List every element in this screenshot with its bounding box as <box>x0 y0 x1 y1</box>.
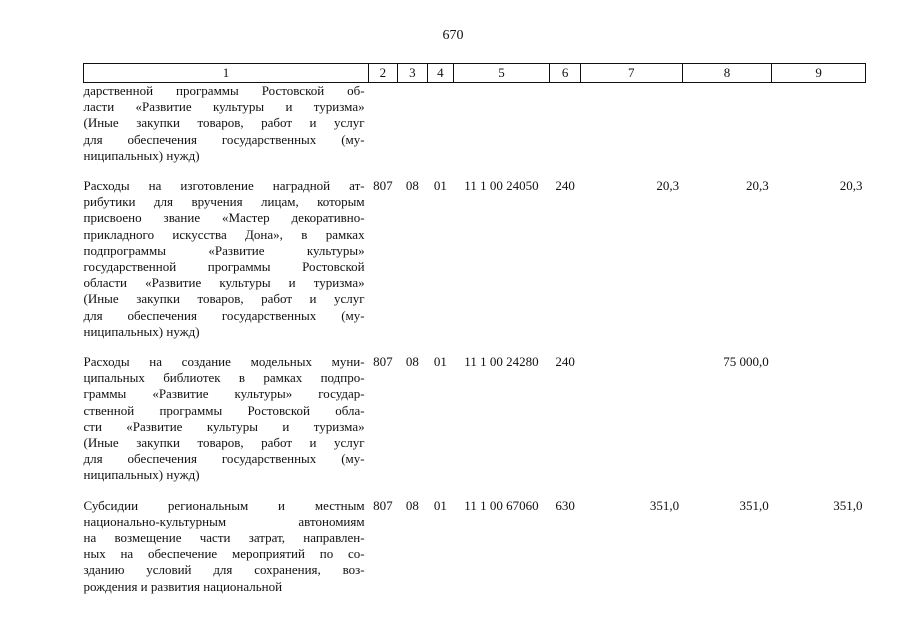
description-line: ных на обеспечение мероприятий по со- <box>83 546 365 562</box>
row-description <box>84 178 369 354</box>
description-line: Расходы на создание модельных муни- <box>83 354 365 370</box>
budget-table <box>83 63 866 609</box>
chapter-code: 807 <box>373 497 393 513</box>
amount-year-3 <box>772 354 866 498</box>
column-header: 6 <box>550 64 581 83</box>
column-header: 1 <box>84 64 369 83</box>
description-line: ниципальных) нужд) <box>83 147 200 163</box>
description-line: для обеспечения государственных (му- <box>83 451 365 467</box>
expense-type-code: 630 <box>555 497 575 513</box>
column-header: 2 <box>369 64 398 83</box>
section-code: 08 <box>405 178 419 194</box>
subsection-code <box>428 83 453 179</box>
chapter-code <box>369 83 398 179</box>
description-line: (Иные закупки товаров, работ и услуг <box>83 435 365 451</box>
table-row <box>84 178 866 354</box>
row-description <box>84 354 369 498</box>
column-header: 8 <box>682 64 772 83</box>
amount-year-1: 351,0 <box>649 497 680 513</box>
description-line: граммы «Развитие культуры» государ- <box>83 386 365 402</box>
description-line: ципальных библиотек в рамках подпро- <box>83 370 365 386</box>
description-line: ласти «Развитие культуры и туризма» <box>83 99 365 115</box>
amount-year-2: 351,0 <box>739 497 769 513</box>
description-line: ственной программы Ростовской обла- <box>83 402 365 418</box>
description-line: (Иные закупки товаров, работ и услуг <box>83 115 365 131</box>
description-line: Субсидии региональным и местным <box>83 497 365 513</box>
chapter-code: 807 <box>373 178 393 194</box>
amount-year-2: 20,3 <box>745 178 769 194</box>
amount-year-2 <box>682 83 772 179</box>
description-line: прикладного искусства Дона», в рамках <box>83 226 365 242</box>
description-line: (Иные закупки товаров, работ и услуг <box>83 291 365 307</box>
amount-year-3: 20,3 <box>839 178 863 194</box>
description-line: зданию условий для сохранения, воз- <box>83 562 365 578</box>
target-article-code: 11 1 00 24280 <box>464 354 539 370</box>
column-header: 4 <box>428 64 453 83</box>
description-line: ниципальных) нужд) <box>83 323 200 339</box>
description-line: рибутики для вручения лицам, которым <box>83 194 365 210</box>
description-line: присвоено звание «Мастер декоративно- <box>83 210 365 226</box>
subsection-code: 01 <box>433 497 447 513</box>
description-line: государственной программы Ростовской <box>83 259 365 275</box>
table-row <box>84 354 866 498</box>
expense-type-code: 240 <box>555 354 575 370</box>
amount-year-2: 75 000,0 <box>723 354 769 370</box>
target-article-code <box>453 83 550 179</box>
column-header: 5 <box>453 64 550 83</box>
page-number: 670 <box>442 28 464 43</box>
row-description <box>84 498 369 609</box>
expense-type-code <box>550 83 581 179</box>
description-line: для обеспечения государственных (му- <box>83 131 365 147</box>
table-header-row <box>84 64 866 83</box>
subsection-code: 01 <box>433 354 447 370</box>
table-body <box>84 83 866 609</box>
column-header: 3 <box>397 64 428 83</box>
description-line: области «Развитие культуры и туризма» <box>83 275 365 291</box>
section-code: 08 <box>405 497 419 513</box>
amount-year-1: 20,3 <box>656 178 680 194</box>
description-line: на возмещение части затрат, направлен- <box>83 530 365 546</box>
amount-year-3 <box>772 83 866 179</box>
description-line: для обеспечения государственных (му- <box>83 307 365 323</box>
description-line: национально-культурным автономиям <box>83 513 365 529</box>
section-code: 08 <box>405 354 419 370</box>
target-article-code: 11 1 00 67060 <box>464 497 539 513</box>
description-line: дарственной программы Ростовской об- <box>83 83 365 98</box>
target-article-code: 11 1 00 24050 <box>464 178 539 194</box>
chapter-code: 807 <box>373 354 393 370</box>
row-description <box>84 83 369 179</box>
table-row <box>84 498 866 609</box>
column-header: 7 <box>580 64 682 83</box>
section-code <box>397 83 428 179</box>
table-row <box>84 83 866 179</box>
column-header: 9 <box>772 64 866 83</box>
amount-year-1 <box>580 354 682 498</box>
amount-year-3: 351,0 <box>833 497 863 513</box>
description-line: подпрограммы «Развитие культуры» <box>83 242 365 258</box>
description-line: Расходы на изготовление наградной ат- <box>83 178 365 194</box>
expense-type-code: 240 <box>555 178 575 194</box>
description-line: рождения и развития национальной <box>83 578 283 594</box>
description-line: сти «Развитие культуры и туризма» <box>83 418 365 434</box>
subsection-code: 01 <box>433 178 447 194</box>
description-line: ниципальных) нужд) <box>83 467 200 483</box>
amount-year-1 <box>580 83 682 179</box>
